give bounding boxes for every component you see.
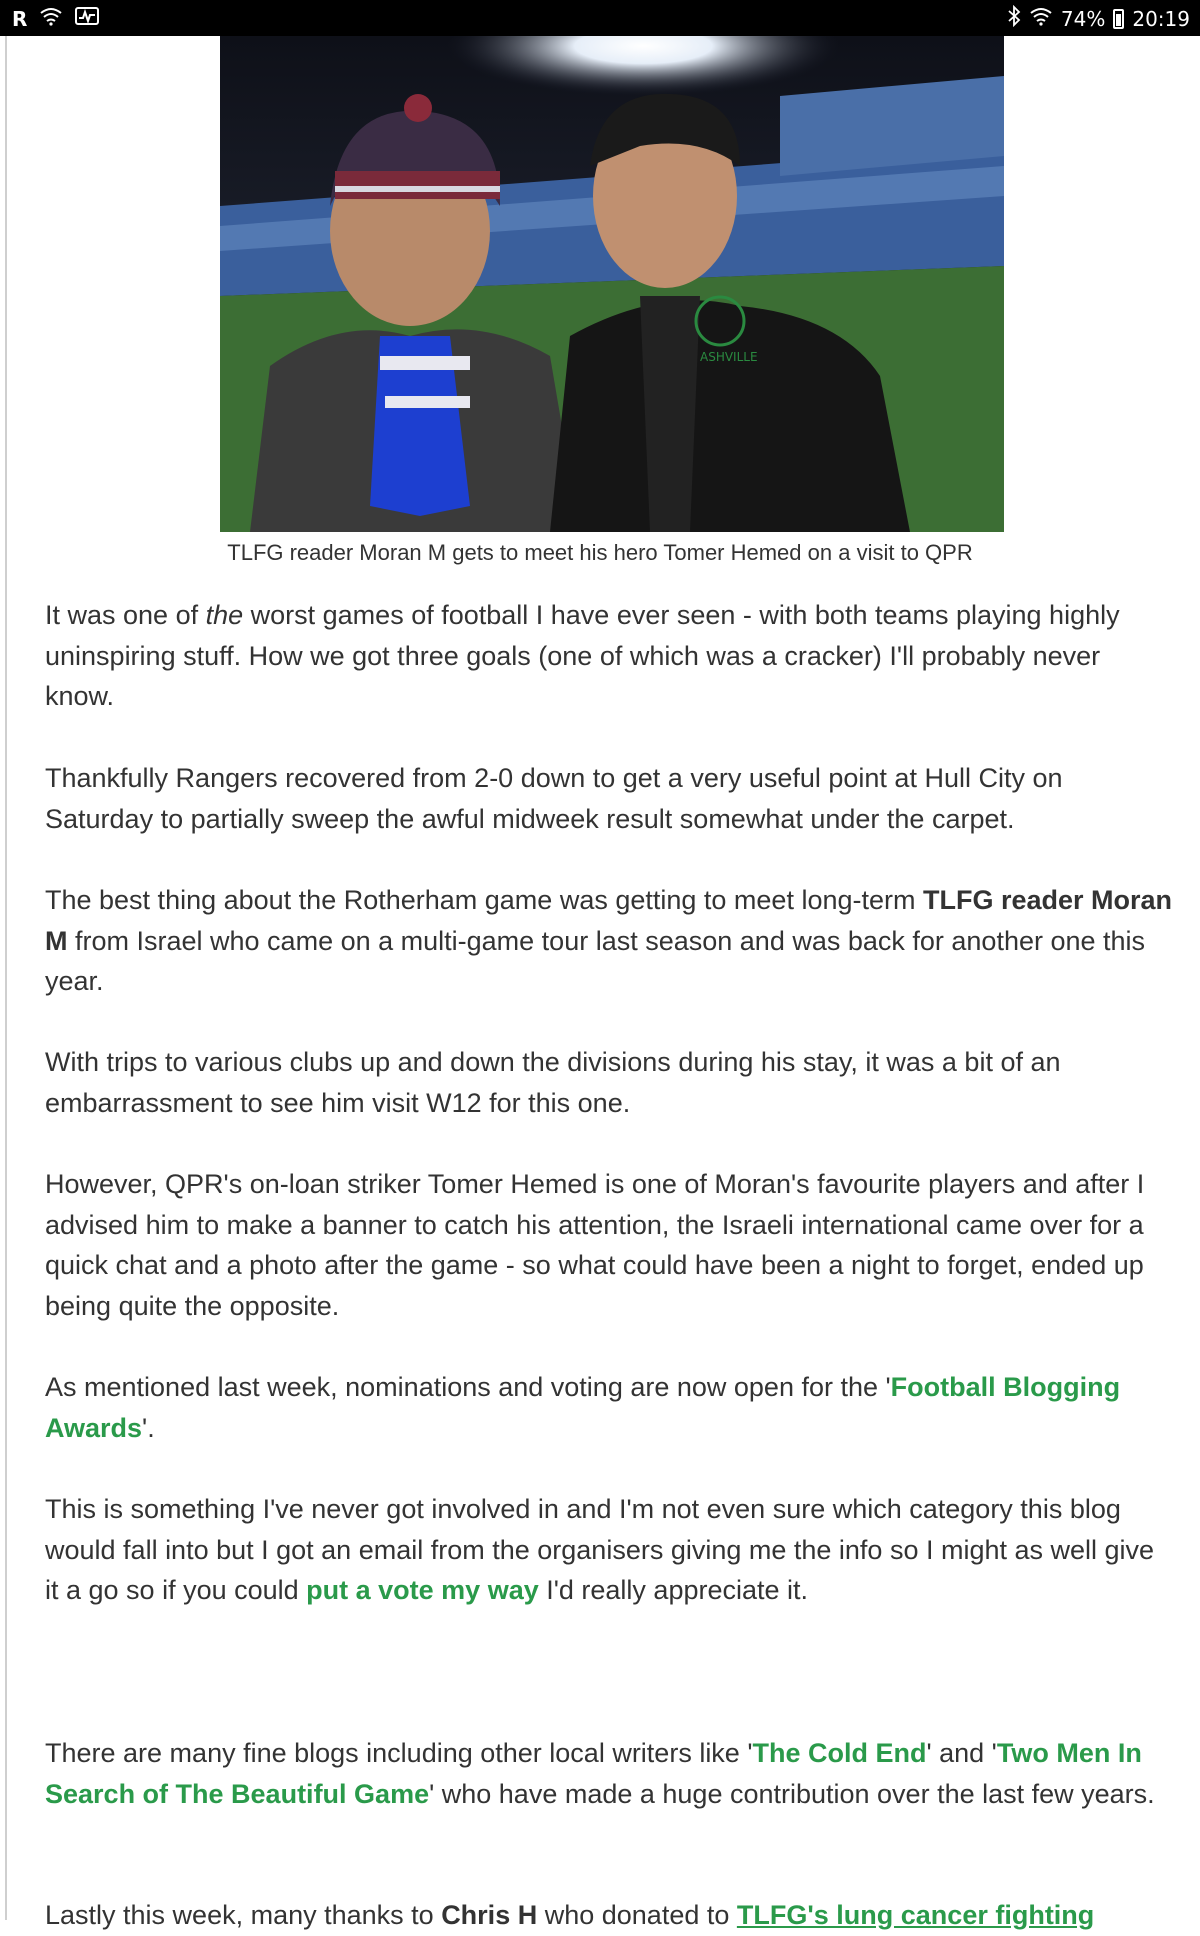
paragraph-1 [45, 595, 1175, 717]
p8-text-c: ' who have made a huge contribution over the last few years. [429, 1778, 1155, 1809]
svg-text:ASHVILLE: ASHVILLE [700, 350, 758, 364]
wifi-signal-icon [1029, 6, 1053, 31]
p1-emphasis: the [205, 600, 244, 630]
p8-text-b: ' and ' [926, 1738, 997, 1768]
football-blogging-awards-link[interactable]: Football Blogging Awards [45, 1372, 1121, 1443]
p6-text-a: As mentioned last week, nominations and voting are now open for the ' [45, 1372, 891, 1402]
status-bar-left [12, 6, 99, 31]
r-app-icon: R [12, 6, 28, 31]
p1-text-b: worst games of football I have ever seen - with both teams playing highly uninspiring stuff. How we got three goals (one of which was a cracker) I'll probably never know. [45, 600, 1120, 711]
p7-text-a: This is something I've never got involved in and I'm not even sure which category this blog would fall into but I got an email from the organisers giving me the info so I might as well give it a go so if you could [45, 1494, 1155, 1605]
stadium-photo-illustration [220, 36, 1004, 532]
battery-icon [1113, 9, 1124, 29]
battery-percent: 74% [1060, 6, 1106, 31]
paragraph-5: However, QPR's on-loan striker Tomer Hemed is one of Moran's favourite players and after I advised him to make a banner to catch his attention, the Israeli international came over for a quick chat and a photo after the game - so what could have been a night to forget, ended up being quite the opposite. [45, 1169, 1145, 1321]
page-left-border [5, 36, 7, 1920]
two-men-link[interactable]: Two Men In Search of The Beautiful Game [45, 1738, 1142, 1809]
p6-text-b: '. [142, 1412, 155, 1443]
p7-text-b: I'd really appreciate it. [538, 1575, 809, 1605]
p9-text-a: Lastly this week, many thanks to [45, 1900, 442, 1930]
vote-link[interactable]: put a vote my way [306, 1575, 539, 1605]
paragraph-7 [45, 1489, 1175, 1611]
paragraph-8 [45, 1733, 1175, 1814]
paragraph-4: With trips to various clubs up and down the divisions during his stay, it was a bit of an embarrassment to see him visit W12 for this one. [45, 1047, 1061, 1118]
activity-icon [75, 6, 99, 31]
status-bar-right [1007, 5, 1190, 32]
the-cold-end-link[interactable]: The Cold End [752, 1738, 927, 1768]
p9-text-b: who donated to [537, 1900, 737, 1930]
p3-strong: TLFG reader Moran M [45, 885, 1173, 956]
clock: 20:19 [1132, 6, 1190, 31]
paragraph-9 [45, 1895, 1175, 1936]
p3-text-b: from Israel who came on a multi-game tour last season and was back for another one this year. [45, 925, 1146, 996]
p9-strong: Chris H [441, 1900, 538, 1930]
paragraph-2: Thankfully Rangers recovered from 2-0 down to get a very useful point at Hull City on Saturday to partially sweep the awful midweek result somewhat under the carpet. [45, 763, 1063, 834]
bluetooth-icon [1007, 5, 1021, 32]
paragraph-6 [45, 1367, 1175, 1448]
p3-text-a: The best thing about the Rotherham game was getting to meet long-term [45, 885, 923, 915]
status-bar [0, 0, 1200, 36]
p1-text-a: It was one of [45, 600, 206, 630]
photo-caption: TLFG reader Moran M gets to meet his hero Tomer Hemed on a visit to QPR [227, 540, 973, 565]
wifi-icon [39, 6, 63, 31]
article-photo[interactable] [220, 36, 1004, 532]
paragraph-3 [45, 880, 1175, 1002]
p8-text-a: There are many fine blogs including other local writers like ' [45, 1738, 753, 1768]
lung-cancer-link[interactable]: TLFG's lung cancer fighting [736, 1900, 1095, 1930]
